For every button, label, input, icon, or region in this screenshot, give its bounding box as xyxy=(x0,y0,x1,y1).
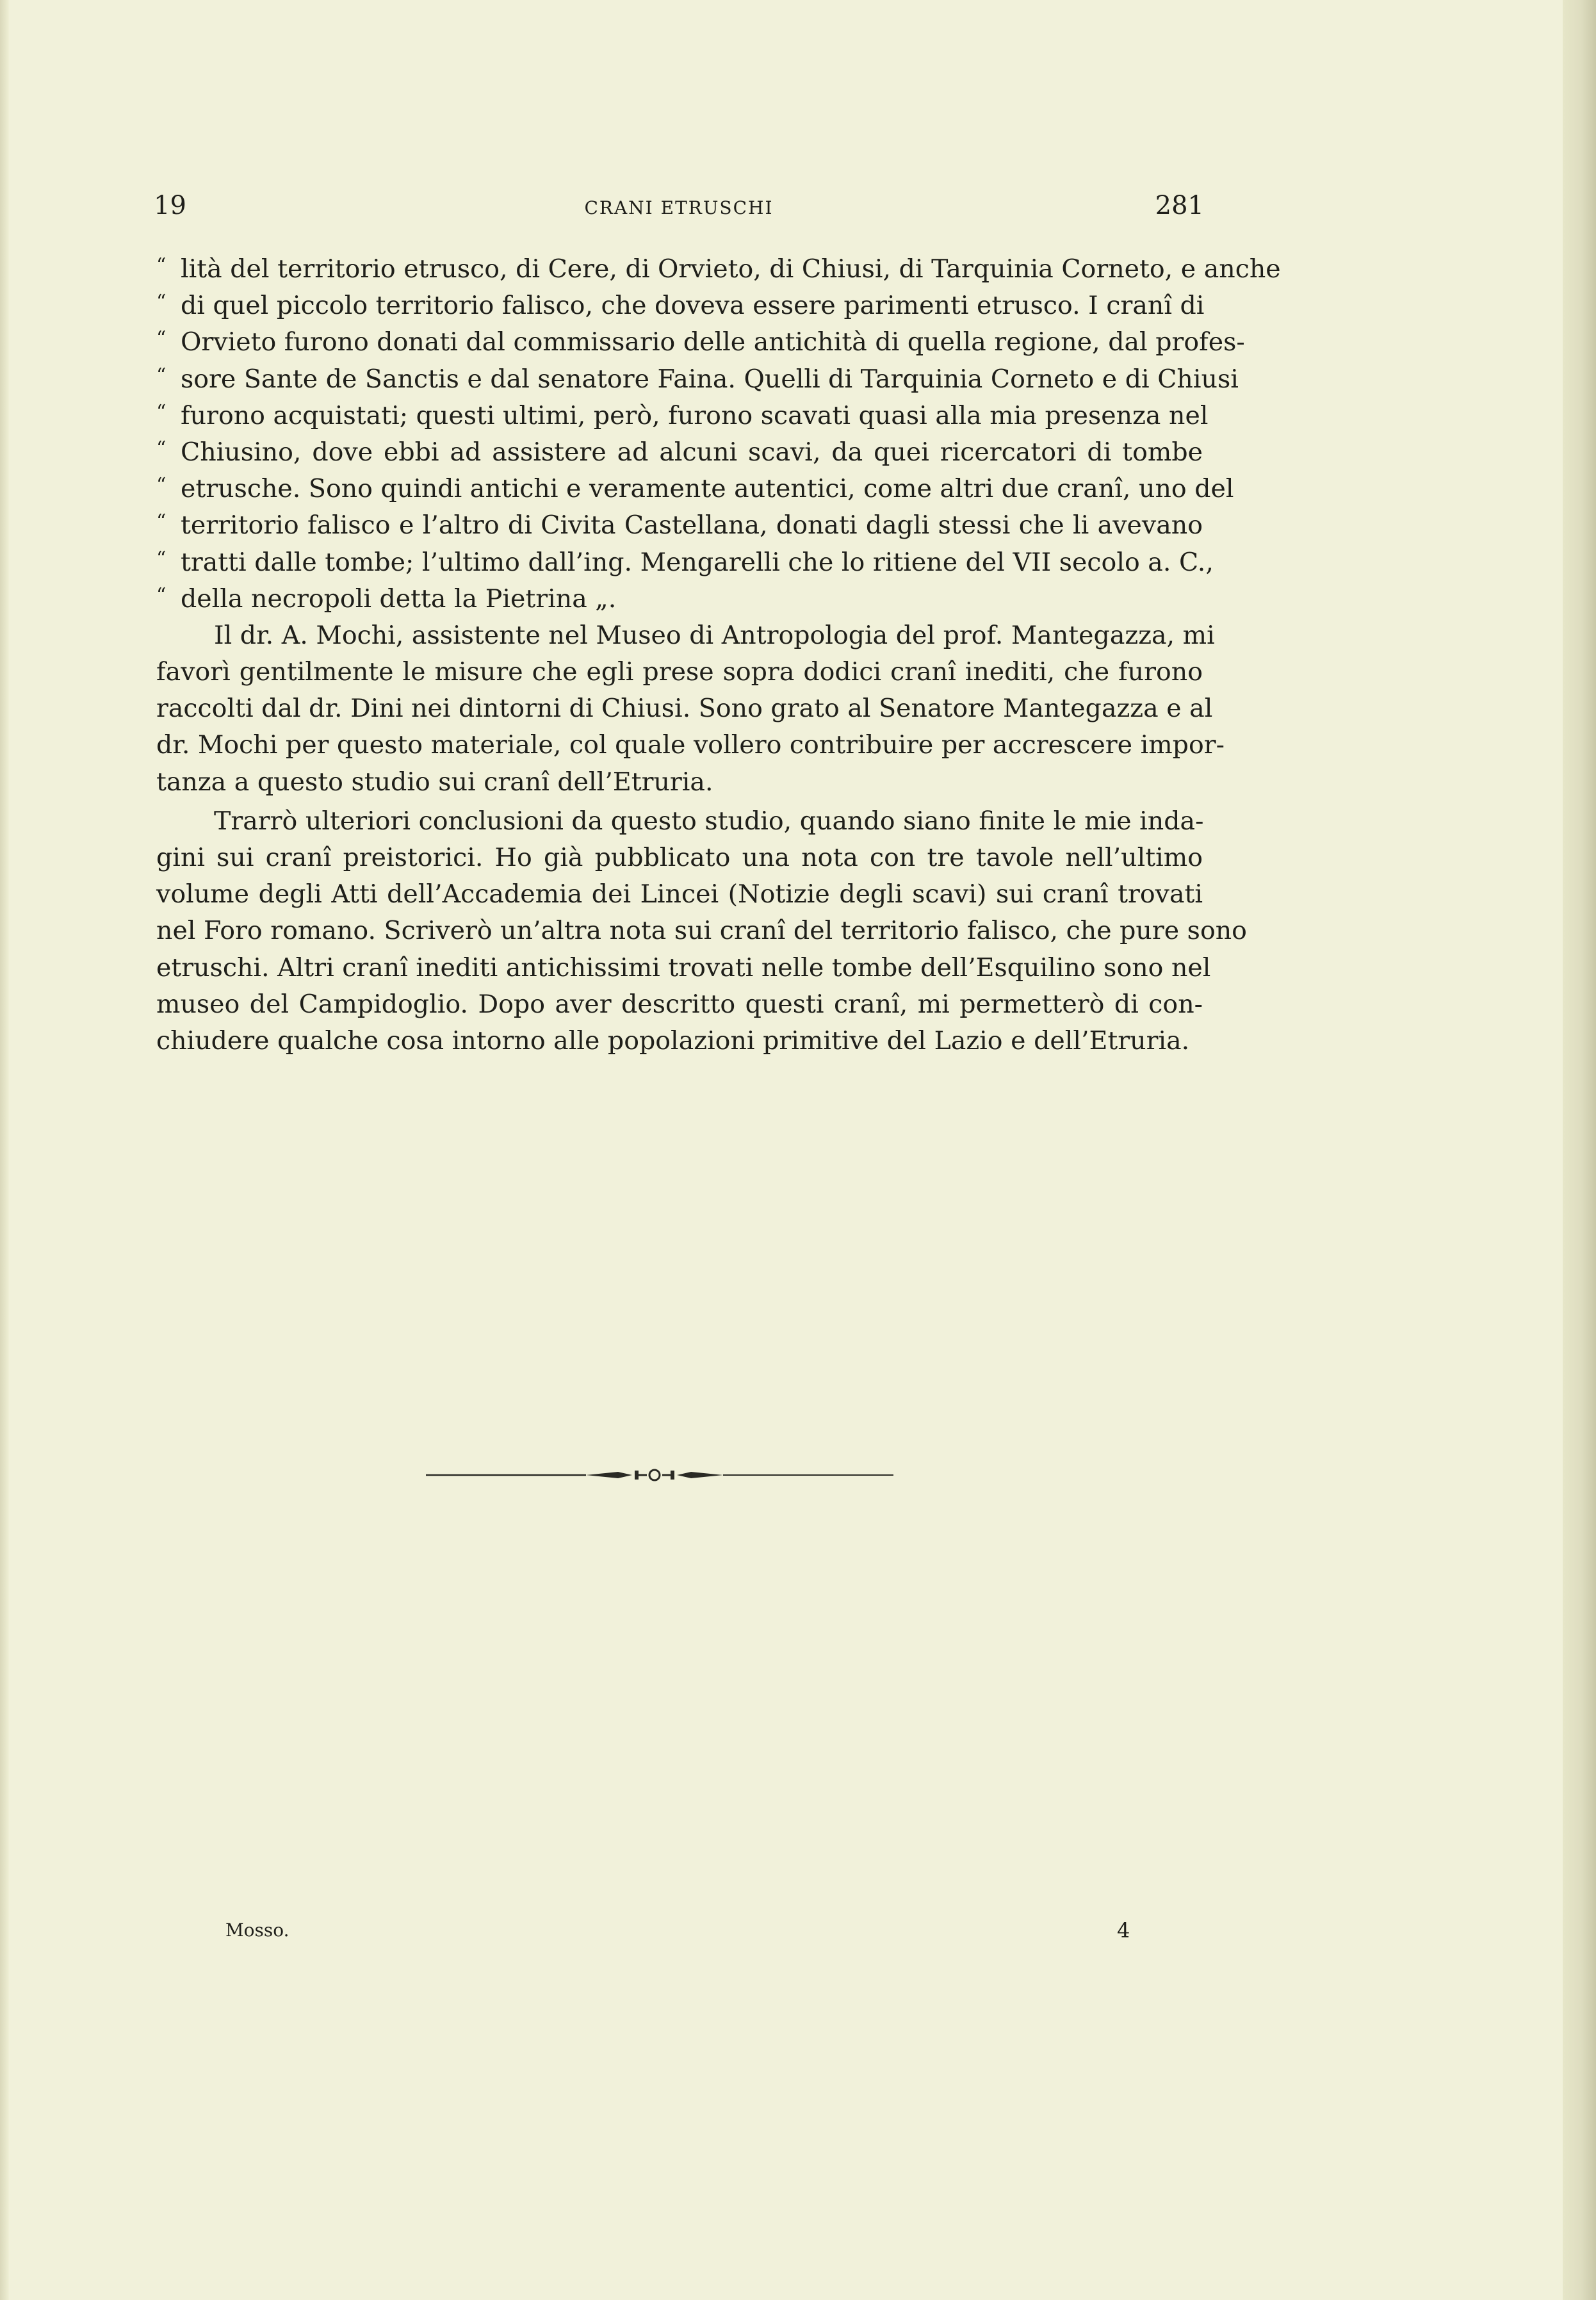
page-number-left: 19 xyxy=(154,191,186,220)
text-line: “ tratti dalle tombe; l’ultimo dall’ing. Mengarelli che lo ritiene del VII secolo a. C., xyxy=(156,544,1203,581)
quote-mark: “ xyxy=(156,364,167,387)
text-line: favorì gentilmente le misure che egli prese sopra dodici cranî inediti, che furono xyxy=(156,657,1203,687)
signature-mark: Mosso. xyxy=(225,1920,289,1941)
text-line: “ della necropoli detta la Pietrina „. xyxy=(156,581,1203,617)
page-right-edge xyxy=(1563,0,1596,2300)
text-line: gini sui cranî preistorici. Ho già pubblicato una nota con tre tavole nell’ultimo xyxy=(156,843,1203,872)
text-line: nel Foro romano. Scriverò un’altra nota sui cranî del territorio falisco, che pure sono xyxy=(156,916,1247,946)
paragraph-conclusions xyxy=(156,803,1247,1059)
text-line: “ Chiusino, dove ebbi ad assistere ad alcuni scavi, da quei ricercatori di tombe xyxy=(156,434,1203,471)
text-line: tanza a questo studio sui cranî dell’Etruria. xyxy=(156,767,713,797)
text-line: “ lità del territorio etrusco, di Cere, di Orvieto, di Chiusi, di Tarquinia Corneto, e anche xyxy=(156,251,1203,288)
quote-mark: “ xyxy=(156,291,167,314)
text-line: Trarrò ulteriori conclusioni da questo studio, quando siano finite le mie inda- xyxy=(214,806,1204,836)
quote-mark: “ xyxy=(156,327,167,350)
quote-mark: “ xyxy=(156,510,167,534)
end-ornament xyxy=(426,1464,893,1487)
running-title: CRANI ETRUSCHI xyxy=(584,197,774,218)
text-line: dr. Mochi per questo materiale, col quale vollero contribuire per accrescere impor- xyxy=(156,730,1225,760)
running-header xyxy=(154,191,1204,227)
text-line: volume degli Atti dell’Accademia dei Lincei (Notizie degli scavi) sui cranî trovati xyxy=(156,879,1203,909)
page-number-right: 281 xyxy=(1155,191,1204,220)
text-line: Il dr. A. Mochi, assistente nel Museo di Antropologia del prof. Mantegazza, mi xyxy=(214,620,1215,650)
quote-mark: “ xyxy=(156,583,167,607)
text-line: “ etrusche. Sono quindi antichi e veramente autentici, come altri due cranî, uno del xyxy=(156,471,1203,507)
quote-mark: “ xyxy=(156,474,167,497)
quote-mark: “ xyxy=(156,437,167,460)
text-line: “ Orvieto furono donati dal commissario delle antichità di quella regione, dal profes- xyxy=(156,324,1203,361)
text-line: “ di quel piccolo territorio falisco, che doveva essere parimenti etrusco. I cranî di xyxy=(156,288,1203,324)
quote-mark: “ xyxy=(156,254,167,277)
body-text xyxy=(156,251,1281,1059)
text-line: museo del Campidoglio. Dopo aver descritto questi cranî, mi permetterò di con- xyxy=(156,989,1203,1019)
sheet-number: 4 xyxy=(1117,1918,1130,1943)
text-line: chiudere qualche cosa intorno alle popolazioni primitive del Lazio e dell’Etruria. xyxy=(156,1025,1190,1056)
text-line: raccolti dal dr. Dini nei dintorni di Chiusi. Sono grato al Senatore Mantegazza e al xyxy=(156,694,1213,724)
text-line: “ furono acquistati; questi ultimi, però, furono scavati quasi alla mia presenza nel xyxy=(156,398,1203,434)
quote-mark: “ xyxy=(156,400,167,423)
text-line: etruschi. Altri cranî inediti antichissimi trovati nelle tombe dell’Esquilino sono nel xyxy=(156,952,1211,983)
paragraph-mochi xyxy=(156,617,1225,801)
quoted-paragraph xyxy=(156,251,1281,617)
page-left-edge xyxy=(0,0,9,2300)
text-line: “ sore Sante de Sanctis e dal senatore Faina. Quelli di Tarquinia Corneto e di Chiusi xyxy=(156,361,1203,398)
quote-mark: “ xyxy=(156,547,167,570)
text-line: “ territorio falisco e l’altro di Civita Castellana, donati dagli stessi che li avevano xyxy=(156,507,1203,544)
